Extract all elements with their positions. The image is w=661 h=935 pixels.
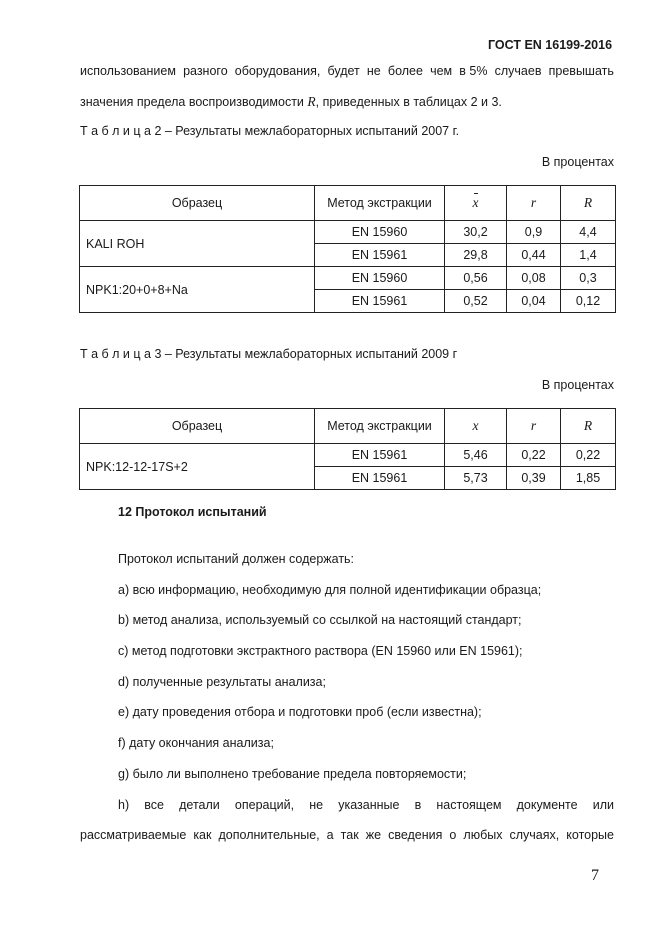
section-lead: Протокол испытаний должен содержать: <box>118 552 355 566</box>
list-item: a) всю информацию, необходимую для полной идентификации образца; <box>118 583 542 597</box>
r-cell: 0,44 <box>507 244 561 267</box>
word: рассматриваемые <box>80 828 187 842</box>
method-cell: EN 15960 <box>315 221 445 244</box>
method-cell: EN 15961 <box>315 290 445 313</box>
reproducibility-symbol: R <box>307 94 316 109</box>
word: сведения <box>388 828 443 842</box>
word: h) <box>118 798 130 812</box>
table3-header-R: R <box>561 409 616 444</box>
word: настоящем <box>436 798 502 812</box>
word: или <box>592 798 614 812</box>
mean-cell: 0,52 <box>445 290 507 313</box>
word: дополнительные, <box>218 828 320 842</box>
word: все <box>144 798 164 812</box>
r-cell: 0,9 <box>507 221 561 244</box>
r-cell: 0,22 <box>507 444 561 467</box>
word: так <box>340 828 359 842</box>
word: детали <box>179 798 220 812</box>
table3-header-row <box>80 409 616 444</box>
table3-unit: В процентах <box>541 378 614 392</box>
R-cell: 1,4 <box>561 244 616 267</box>
table3-header-method: Метод экстракции <box>315 409 445 444</box>
word: же <box>365 828 382 842</box>
word: чем <box>430 64 453 78</box>
word: превышать <box>548 64 614 78</box>
document-header: ГОСТ EN 16199-2016 <box>488 38 613 52</box>
method-cell: EN 15961 <box>315 244 445 267</box>
word: случаев <box>494 64 542 78</box>
R-cell: 0,22 <box>561 444 616 467</box>
word: использованием <box>80 64 176 78</box>
list-item: c) метод подготовки экстрактного раствора (EN 15960 или EN 15961); <box>118 644 523 658</box>
word: любых <box>463 828 503 842</box>
intro-line-2 <box>80 94 502 110</box>
table2-header-row <box>80 186 616 221</box>
word: которые <box>566 828 614 842</box>
table3-caption: Т а б л и ц а 3 – Результаты межлабораторных испытаний 2009 г <box>80 347 458 361</box>
r-cell: 0,39 <box>507 467 561 490</box>
mean-cell: 5,73 <box>445 467 507 490</box>
mean-symbol: x <box>472 195 479 210</box>
table2-header-R: R <box>561 186 616 221</box>
word: о <box>449 828 457 842</box>
R-cell: 0,12 <box>561 290 616 313</box>
word: оборудования, <box>234 64 321 78</box>
R-cell: 0,3 <box>561 267 616 290</box>
table2-unit: В процентах <box>541 155 614 169</box>
word: более <box>387 64 423 78</box>
table2-header-sample: Образец <box>80 186 315 221</box>
sample-cell: NPK:12-12-17S+2 <box>80 444 315 490</box>
table-row <box>80 221 616 244</box>
list-item: d) полученные результаты анализа; <box>118 675 326 689</box>
word: в 5% <box>459 64 488 78</box>
word: как <box>193 828 212 842</box>
word: в <box>414 798 422 812</box>
table2-header-r: r <box>507 186 561 221</box>
r-cell: 0,04 <box>507 290 561 313</box>
page-number: 7 <box>591 867 599 884</box>
section-title: 12 Протокол испытаний <box>118 505 267 519</box>
intro-text-after: , приведенных в таблицах 2 и 3. <box>315 95 502 109</box>
list-item: b) метод анализа, используемый со ссылкой на настоящий стандарт; <box>118 613 522 627</box>
R-cell: 4,4 <box>561 221 616 244</box>
word: указанные <box>338 798 400 812</box>
method-cell: EN 15961 <box>315 444 445 467</box>
r-cell: 0,08 <box>507 267 561 290</box>
intro-text-before: значения предела воспроизводимости <box>80 95 308 109</box>
table-row <box>80 267 616 290</box>
table2-caption: Т а б л и ц а 2 – Результаты межлабораторных испытаний 2007 г. <box>80 124 460 138</box>
word: не <box>309 798 324 812</box>
sample-cell: NPK1:20+0+8+Na <box>80 267 315 313</box>
table2-header-mean <box>445 186 507 221</box>
mean-cell: 29,8 <box>445 244 507 267</box>
word: операций, <box>234 798 295 812</box>
intro-line-1 <box>80 64 614 78</box>
word: разного <box>183 64 228 78</box>
list-item: e) дату проведения отбора и подготовки проб (если известна); <box>118 705 482 719</box>
mean-cell: 5,46 <box>445 444 507 467</box>
mean-cell: 30,2 <box>445 221 507 244</box>
mean-cell: 0,56 <box>445 267 507 290</box>
word: документе <box>516 798 578 812</box>
table3-header-sample: Образец <box>80 409 315 444</box>
method-cell: EN 15960 <box>315 267 445 290</box>
table3 <box>79 408 616 490</box>
list-item: g) было ли выполнено требование предела повторяемости; <box>118 767 467 781</box>
word: не <box>366 64 381 78</box>
word: будет <box>327 64 360 78</box>
method-cell: EN 15961 <box>315 467 445 490</box>
list-item-h-line-1 <box>118 798 614 812</box>
list-item: f) дату окончания анализа; <box>118 736 274 750</box>
table2 <box>79 185 616 313</box>
word: а <box>326 828 334 842</box>
table3-header-r: r <box>507 409 561 444</box>
table2-header-method: Метод экстракции <box>315 186 445 221</box>
sample-cell: KALI ROH <box>80 221 315 267</box>
table-row <box>80 444 616 467</box>
word: случаях, <box>509 828 560 842</box>
list-item-h-line-2 <box>80 828 614 842</box>
R-cell: 1,85 <box>561 467 616 490</box>
table3-header-mean: x <box>445 409 507 444</box>
